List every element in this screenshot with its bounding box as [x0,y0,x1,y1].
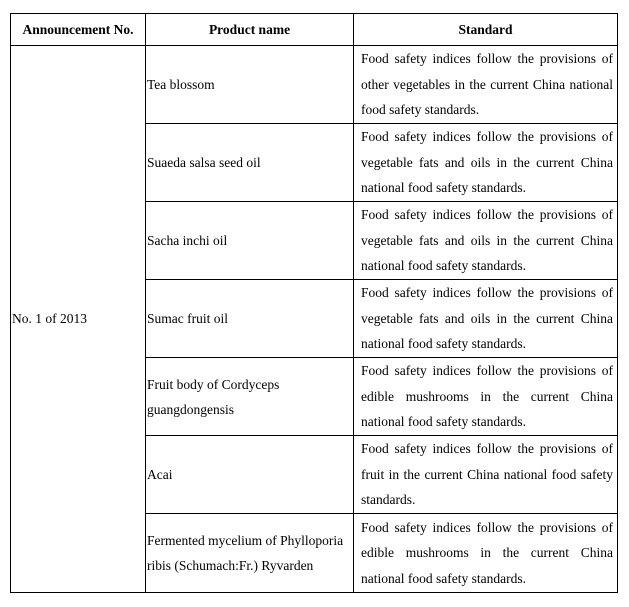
header-row [11,14,618,46]
standard-cell: Food safety indices follow the provisions of edible mushrooms in the current China national food safety standards. [354,514,618,593]
product-name-cell: Sacha inchi oil [146,202,354,280]
table-body [11,46,618,593]
product-name-cell: Acai [146,436,354,514]
header-standard: Standard [354,14,618,46]
product-name-cell: Fermented mycelium of Phylloporia ribis (Schumach:Fr.) Ryvarden [146,514,354,593]
product-name-cell: Suaeda salsa seed oil [146,124,354,202]
product-name-cell: Tea blossom [146,46,354,124]
table-header [11,14,618,46]
standard-cell: Food safety indices follow the provisions of vegetable fats and oils in the current China national food safety standards. [354,124,618,202]
standard-cell: Food safety indices follow the provisions of other vegetables in the current China national food safety standards. [354,46,618,124]
food-standards-table [10,13,618,593]
standard-cell: Food safety indices follow the provisions of vegetable fats and oils in the current China national food safety standards. [354,280,618,358]
table-row [11,46,618,124]
standard-cell: Food safety indices follow the provisions of vegetable fats and oils in the current China national food safety standards. [354,202,618,280]
header-product-name: Product name [146,14,354,46]
announcement-number-cell: No. 1 of 2013 [11,46,146,593]
header-announcement-no: Announcement No. [11,14,146,46]
product-name-cell: Sumac fruit oil [146,280,354,358]
standard-cell: Food safety indices follow the provisions of fruit in the current China national food safety standards. [354,436,618,514]
standard-cell: Food safety indices follow the provisions of edible mushrooms in the current China national food safety standards. [354,358,618,436]
product-name-cell: Fruit body of Cordyceps guangdongensis [146,358,354,436]
